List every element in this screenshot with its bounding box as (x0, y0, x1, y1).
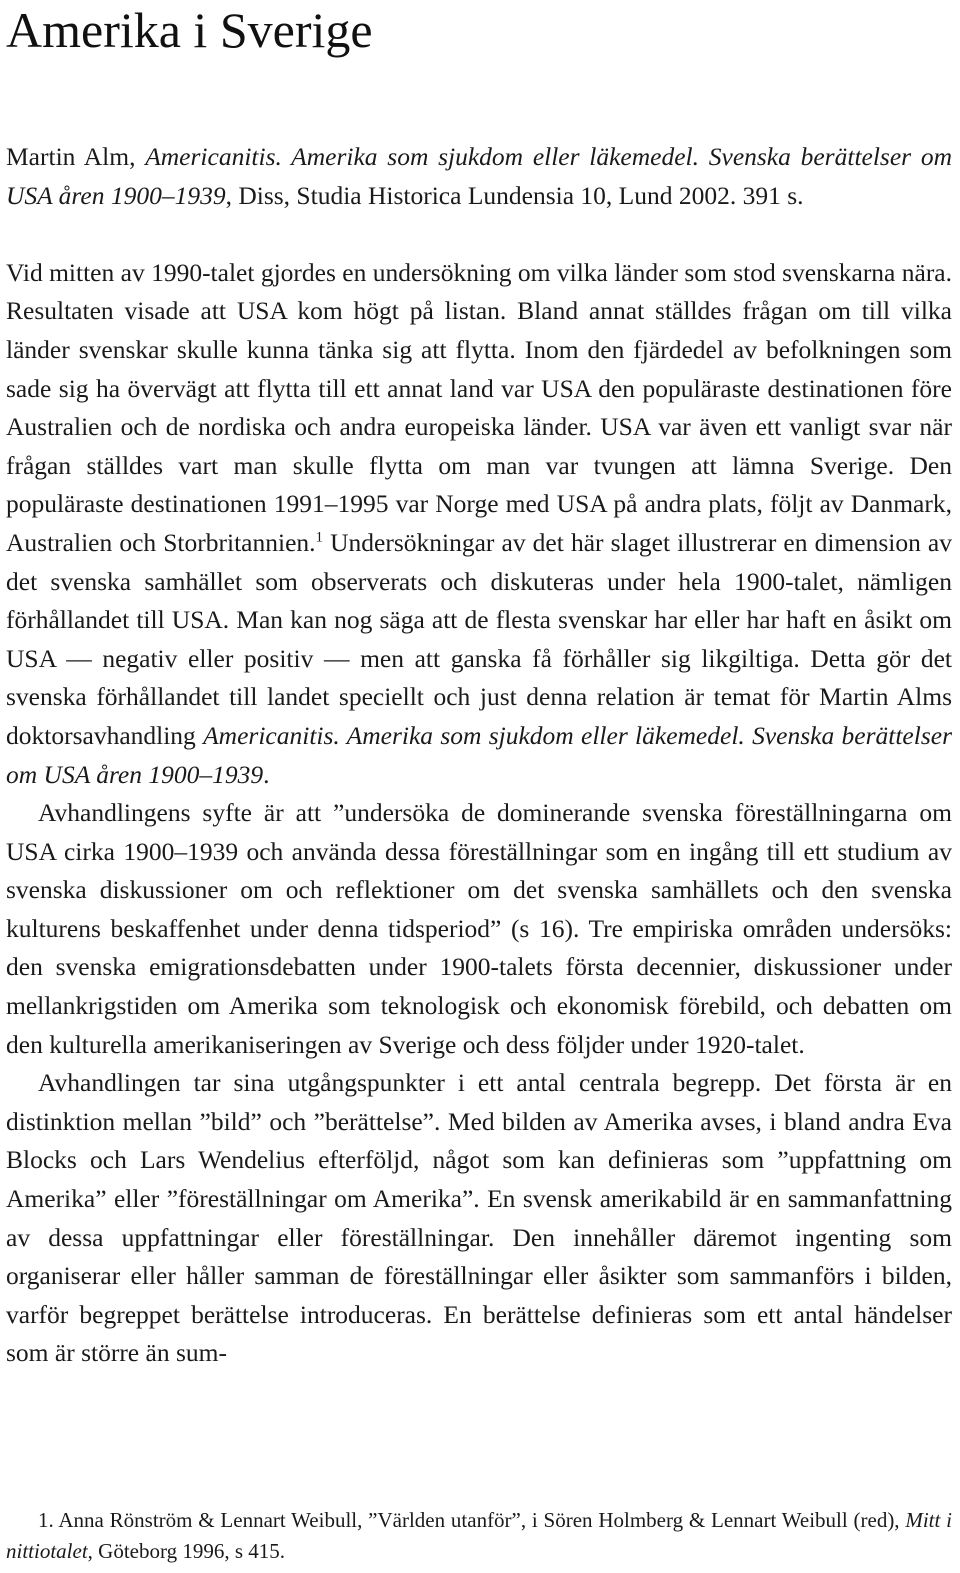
paragraph-intro-text-a: Vid mitten av 1990-talet gjordes en undersökning om vilka länder som stod svenskarna nära. Resultaten visade att USA kom högt på listan. Bland annat ställdes frågan om till vilka länder svenskar skulle kunna tänka sig att flytta. Inom den fjärdedel av befolkningen som sade sig ha övervägt att flytta till ett annat land var USA den populäraste destinationen före Australien och de nordiska och andra europeiska länder. USA var även ett vanligt svar när frågan ställdes vart man skulle flytta om man var tvungen att lämna Sverige. Den populäraste destinationen 1991–1995 var Norge med USA på andra plats, följt av Danmark, Australien och Storbritannien. (6, 257, 953, 557)
footnote-marker[interactable]: 1 (315, 529, 324, 546)
footnote (6, 1505, 952, 1567)
footnote-text-b: , Göteborg 1996, s 415. (87, 1539, 286, 1563)
page-title: Amerika i Sverige (6, 2, 373, 58)
document-page (6, 0, 952, 1373)
paragraph-intro-text-c: . (263, 759, 270, 789)
reference-book-title: Americanitis. Amerika som sjukdom eller läkemedel. Svenska berättelser om USA åren 1900–1939 (6, 142, 952, 210)
reference-details: , Diss, Studia Historica Lundensia 10, Lund 2002. 391 s. (225, 180, 804, 210)
reference-author: Martin Alm, (6, 142, 146, 171)
footnote-area (6, 1505, 952, 1567)
paragraph-purpose: Avhandlingens syfte är att ”undersöka de dominerande svenska föreställningarna om USA cirka 1900–1939 och använda dessa föreställningar som en ingång till ett studium av svenska diskussioner om och reflektioner om det svenska samhällets och den svenska kulturens beskaffenhet under denna tidsperiod” (s 16). Tre empiriska områden undersöks: den svenska emigrationsdebatten under 1900-talets första decennier, diskussioner under mellankrigstiden om Amerika som teknologisk och ekonomisk förebild, och debatten om den kulturella amerikaniseringen av Sverige och dess följder under 1920-talet. (6, 798, 952, 1059)
footnote-number: 1. (38, 1508, 54, 1532)
footnote-text-a: Anna Rönström & Lennart Weibull, ”Världen utanför”, i Sören Holmberg & Lennart Weibull (red), (53, 1508, 906, 1532)
paragraph-concepts: Avhandlingen tar sina utgångspunkter i ett antal centrala begrepp. Det första är en distinktion mellan ”bild” och ”berättelse”. Med bilden av Amerika avses, i bland andra Eva Blocks och Lars Wendelius efterföljd, något som kan definieras som ”uppfattning om Amerika” eller ”föreställningar om Amerika”. En svensk amerikabild är en sammanfattning av dessa uppfattningar eller föreställningar. Den innehåller däremot ingenting som organiserar eller håller samman de föreställningar eller åsikter som sammanförs i bilden, varför begreppet berättelse introduceras. En berättelse definieras som ett antal händelser som är större än sum- (6, 1068, 952, 1368)
paragraph-intro-text-b: Undersökningar av det här slaget illustrerar en dimension av det svenska samhället som observerats och diskuteras under hela 1900-talet, nämligen förhållandet till USA. Man kan nog säga att de flesta svenskar har eller har haft en åsikt om USA — negativ eller positiv — men att ganska få förhåller sig likgiltiga. Detta gör det svenska förhållandet till landet speciellt och just denna relation är temat för Martin Alms doktorsavhandling (6, 527, 952, 750)
paragraph-intro-italic-title: Americanitis. Amerika som sjukdom eller läkemedel. Svenska berättelser om USA åren 1900–1939 (6, 720, 952, 789)
book-reference (6, 138, 952, 215)
paragraph-intro (6, 254, 952, 794)
footnote-italic: Mitt i nittiotalet (6, 1508, 952, 1563)
